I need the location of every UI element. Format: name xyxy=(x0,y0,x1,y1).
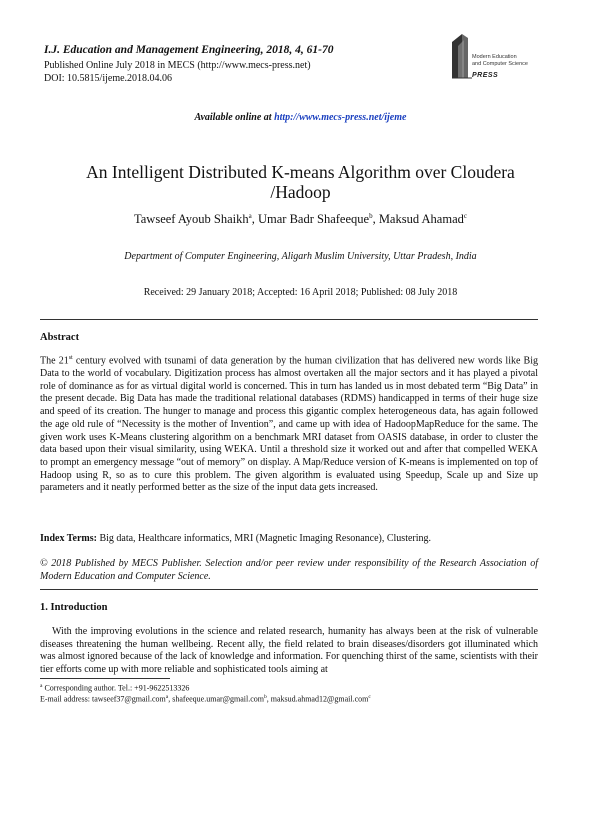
footnote-corr-text: Corresponding author. Tel.: +91-9622513326 xyxy=(42,683,190,693)
publisher-logo-text xyxy=(472,54,528,67)
footnote-corresponding xyxy=(40,683,538,693)
journal-citation: I.J. Education and Management Engineering, 2018, 4, 61-70 xyxy=(44,44,334,56)
logo-line-1: Modern Education xyxy=(472,54,517,60)
paper-title xyxy=(40,162,561,202)
author-sep: , xyxy=(372,212,379,227)
author-name: Umar Badr Shafeeque xyxy=(257,212,370,227)
index-terms-label: Index Terms: xyxy=(40,533,97,544)
logo-line-2: and Computer Science xyxy=(472,60,528,67)
journal-link[interactable]: http://www.mecs-press.net/ijeme xyxy=(274,112,407,123)
footnote-rule xyxy=(40,678,170,679)
index-terms-text: Big data, Healthcare informatics, MRI (Magnetic Imaging Resonance), Clustering. xyxy=(96,533,432,544)
abstract-text: century evolved with tsunami of data generation by the human civilization that has delivered new words like Big Data to the world of vocabulary. Digitization process has almost overtaken all the major sectors and it has played a pivotal role of dominance as for as virtual digital world is concerned. This in turn has landed us in most debated term “Big Data” in the present decade. Big Data has made the traditional relational databases (RDMS) handicapped in terms of their huge size and speed of its creation. The hunger to manage and process this gigantic complex heterogeneous data, has again followed the age old rule of “Necessity is the mother of Invention”, and came up with idea of HadoopMapReduce for the same. The given work uses K-Means clustering algorithm on a benchmark MRI dataset from OASIS database, in order to cluster the data based upon their visual similarity, using WEKA. Until a threshold size it worked out and after that compelled WEKA to prompt an emergency message “out of memory” on display. A Map/Reduce version of K-means is implemented on top of Hadoop using R, so as to cure this problem. The given algorithm is evaluated using Speedup, Scale up and Size up parameters and it neatly performed better as the size of the input data gets increased. xyxy=(40,355,538,494)
published-online-line: Published Online July 2018 in MECS (http://www.mecs-press.net) xyxy=(44,60,311,71)
email-sep: , xyxy=(168,694,173,704)
author-name: Tawseef Ayoub Shaikh xyxy=(134,212,249,227)
index-terms xyxy=(40,533,538,544)
title-line-2: /Hadoop xyxy=(270,182,331,202)
available-online xyxy=(0,112,601,123)
abstract-heading: Abstract xyxy=(40,332,80,343)
email-sep: , xyxy=(266,694,271,704)
author-list xyxy=(0,212,601,227)
doi-line: DOI: 10.5815/ijeme.2018.04.06 xyxy=(44,73,173,84)
footnote-mark: a xyxy=(40,683,43,689)
email-address: maksud.ahmad12@gmail.com xyxy=(270,694,369,704)
section-heading: 1. Introduction xyxy=(40,602,108,613)
author-name: Maksud Ahamad xyxy=(378,212,464,227)
email-mark: c xyxy=(368,694,371,700)
copyright-notice: © 2018 Published by MECS Publisher. Selection and/or peer review under responsibility of the Research Association of Modern Education and Computer Science. xyxy=(40,558,538,582)
divider-bottom xyxy=(40,589,538,590)
author-mark: b xyxy=(369,212,373,220)
divider-top xyxy=(40,319,538,320)
available-prefix: Available online at xyxy=(194,112,275,123)
section-body: With the improving evolutions in the science and related research, humanity has always been at the risk of vulnerable diseases threatening the human wellbeing. Recent ally, the field related to brain diseases/disorders got illuminated which was almost ignored because of the lack of knowledge and information. For quenching thirst of the same, scientists with their tier efforts come up with more reliable and sophisticated tools aiming at xyxy=(40,626,538,676)
email-address: shafeeque.umar@gmail.com xyxy=(172,694,265,704)
author-mark: c xyxy=(463,212,467,220)
abstract-lead-sup: st xyxy=(68,355,73,361)
footnote-emails xyxy=(40,694,538,704)
publication-dates: Received: 29 January 2018; Accepted: 16 April 2018; Published: 08 July 2018 xyxy=(143,287,458,298)
email-address: tawseef37@gmail.com xyxy=(91,694,166,704)
email-mark: a xyxy=(165,694,169,700)
author-sep: , xyxy=(251,212,258,227)
abstract-body xyxy=(40,352,538,495)
logo-press: PRESS xyxy=(472,72,499,79)
abstract-lead: The 21 xyxy=(40,355,69,367)
affiliation: Department of Computer Engineering, Aligarh Muslim University, Uttar Pradesh, India xyxy=(124,251,477,262)
title-line-1: An Intelligent Distributed K-means Algorithm over Cloudera xyxy=(86,162,515,182)
email-mark: b xyxy=(264,694,267,700)
email-label: E-mail address: xyxy=(40,694,92,704)
author-mark: a xyxy=(248,212,252,220)
